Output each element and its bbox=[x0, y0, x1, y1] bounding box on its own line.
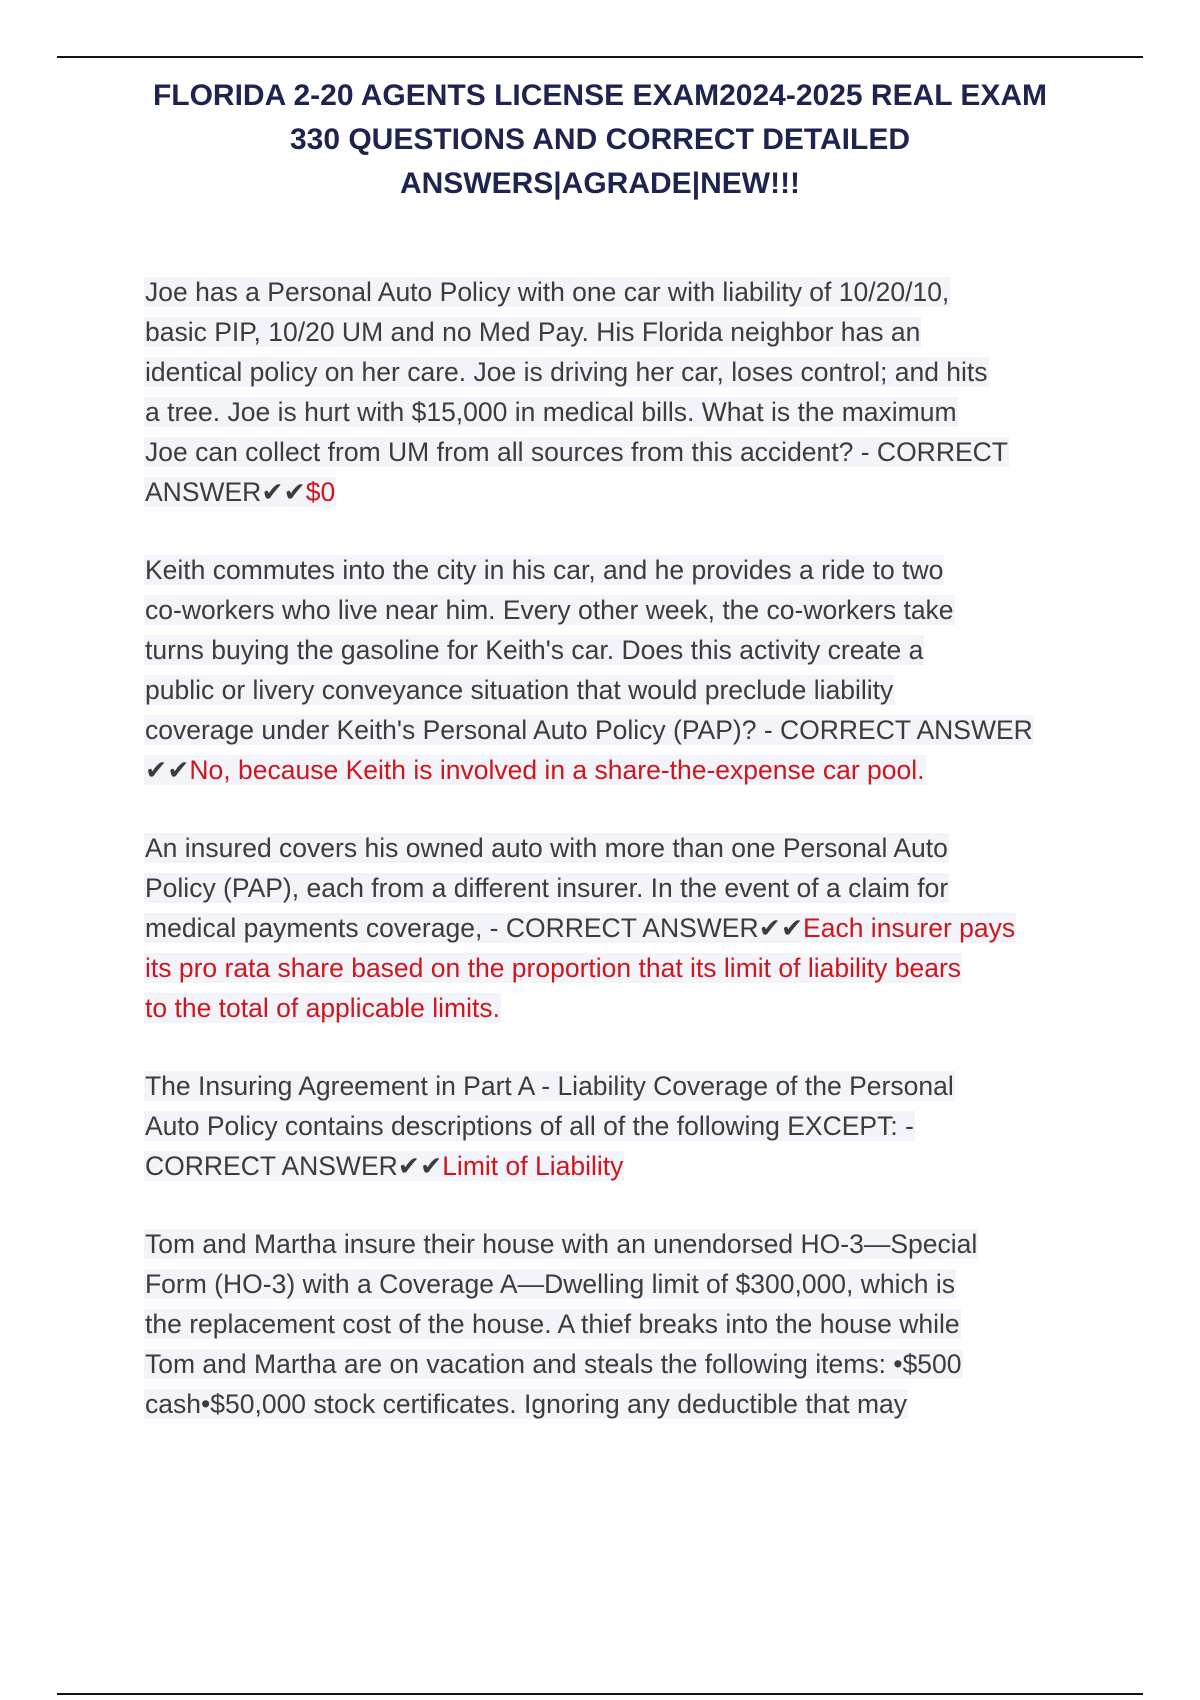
question-text-line: ANSWER bbox=[145, 477, 262, 507]
question-item-2 bbox=[144, 550, 1090, 790]
question-text-line: turns buying the gasoline for Keith's car. Does this activity create a bbox=[145, 635, 924, 665]
question-text-line: co-workers who live near him. Every other week, the co-workers take bbox=[145, 595, 954, 625]
question-text-line: basic PIP, 10/20 UM and no Med Pay. His Florida neighbor has an bbox=[145, 317, 921, 347]
question-text-line: a tree. Joe is hurt with $15,000 in medical bills. What is the maximum bbox=[145, 397, 957, 427]
question-text-line: Keith commutes into the city in his car, and he provides a ride to two bbox=[145, 555, 944, 585]
answer-text: its pro rata share based on the proportion that its limit of liability bears bbox=[145, 953, 962, 983]
question-text-line: coverage under Keith's Personal Auto Policy (PAP)? - CORRECT ANSWER bbox=[145, 715, 1033, 745]
checkmark-icon: ✔✔ bbox=[145, 755, 190, 785]
question-item-5 bbox=[144, 1224, 1090, 1424]
bottom-rule bbox=[57, 1693, 1143, 1695]
question-text-line: Auto Policy contains descriptions of all of the following EXCEPT: - bbox=[145, 1111, 914, 1141]
answer-text: No, because Keith is involved in a share-the-expense car pool. bbox=[189, 755, 925, 785]
question-text-line: cash•$50,000 stock certificates. Ignoring any deductible that may bbox=[145, 1389, 908, 1419]
question-text-line: Joe has a Personal Auto Policy with one car with liability of 10/20/10, bbox=[145, 277, 950, 307]
checkmark-icon: ✔✔ bbox=[397, 1151, 443, 1181]
question-text-line: the replacement cost of the house. A thief breaks into the house while bbox=[145, 1309, 960, 1339]
question-text-line: medical payments coverage, - CORRECT ANSWER bbox=[145, 913, 759, 943]
question-text-line: The Insuring Agreement in Part A - Liability Coverage of the Personal bbox=[145, 1071, 954, 1101]
question-text-line: Form (HO-3) with a Coverage A—Dwelling limit of $300,000, which is bbox=[145, 1269, 956, 1299]
answer-text: to the total of applicable limits. bbox=[145, 993, 500, 1023]
checkmark-icon: ✔✔ bbox=[758, 913, 804, 943]
title-line-2: 330 QUESTIONS AND CORRECT DETAILED bbox=[289, 123, 911, 156]
question-text-line: CORRECT ANSWER bbox=[145, 1151, 398, 1181]
answer-text: Limit of Liability bbox=[442, 1151, 624, 1181]
question-item-3 bbox=[144, 828, 1090, 1028]
document-title bbox=[130, 74, 1070, 206]
answer-text: $0 bbox=[305, 477, 336, 507]
question-text-line: An insured covers his owned auto with more than one Personal Auto bbox=[145, 833, 948, 863]
question-text-line: public or livery conveyance situation that would preclude liability bbox=[145, 675, 894, 705]
title-line-1: FLORIDA 2-20 AGENTS LICENSE EXAM2024-2025 REAL EXAM bbox=[152, 79, 1048, 112]
question-item-4 bbox=[144, 1066, 1090, 1186]
answer-text: Each insurer pays bbox=[803, 913, 1016, 943]
question-text-line: Tom and Martha insure their house with an unendorsed HO-3—Special bbox=[145, 1229, 978, 1259]
question-text-line: Tom and Martha are on vacation and steals the following items: •$500 bbox=[145, 1349, 962, 1379]
question-list bbox=[144, 272, 1090, 1462]
question-text-line: Policy (PAP), each from a different insurer. In the event of a claim for bbox=[145, 873, 949, 903]
question-item-1 bbox=[144, 272, 1090, 512]
title-line-3: ANSWERS|AGRADE|NEW!!! bbox=[399, 167, 801, 200]
question-text-line: Joe can collect from UM from all sources from this accident? - CORRECT bbox=[145, 437, 1008, 467]
checkmark-icon: ✔✔ bbox=[261, 477, 306, 507]
top-rule bbox=[57, 56, 1143, 58]
question-text-line: identical policy on her care. Joe is driving her car, loses control; and hits bbox=[145, 357, 988, 387]
